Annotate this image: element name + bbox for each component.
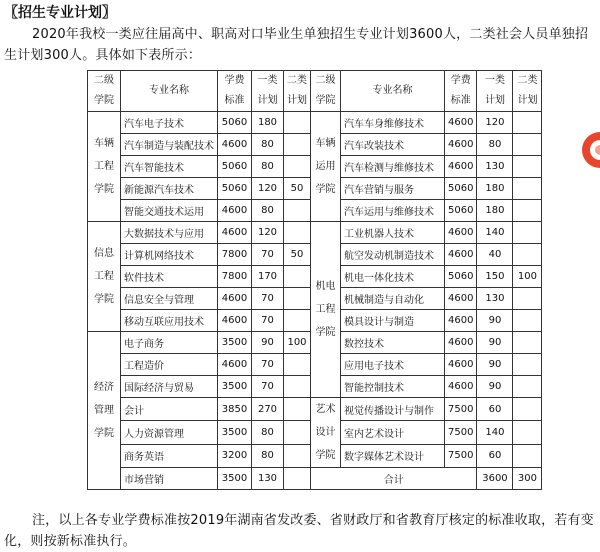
tuition-fee: 5060 <box>445 200 477 222</box>
dept-cell <box>311 112 341 222</box>
plan-class1: 70 <box>252 376 284 398</box>
plan-class1: 120 <box>477 112 513 134</box>
plan-class2 <box>284 421 311 444</box>
plan-class1: 70 <box>252 310 284 332</box>
major-name: 电子商务 <box>121 332 218 354</box>
major-name: 汽车检测与维修技术 <box>341 156 445 178</box>
plan-class1: 130 <box>252 468 284 490</box>
tuition-fee: 4600 <box>445 376 477 398</box>
header-plan2-line: 计划 <box>287 95 307 106</box>
major-name: 汽车车身维修技术 <box>341 112 445 134</box>
major-name: 工程造价 <box>121 354 218 376</box>
major-name: 会计 <box>121 398 218 421</box>
tuition-fee: 7500 <box>445 444 477 467</box>
plan-class2 <box>284 156 311 178</box>
plan-class2 <box>284 288 311 310</box>
plan-class2 <box>513 134 542 156</box>
plan-class2 <box>513 178 542 200</box>
tuition-fee: 7500 <box>445 398 477 421</box>
plan-class2 <box>284 468 311 490</box>
tuition-fee: 4600 <box>218 134 252 156</box>
intro-paragraph: 2020年我校一类应往届高中、职高对口毕业生单独招生专业计划3600人，二类社会人员单独招生计划300人。具体如下表所示： <box>4 27 589 63</box>
header-fee-line: 学费 <box>450 75 471 86</box>
plan-class1: 180 <box>477 178 513 200</box>
enrollment-plan-table <box>87 70 542 490</box>
tuition-fee: 7500 <box>445 421 477 444</box>
plan-class1: 90 <box>477 376 513 398</box>
plan-class2 <box>513 244 542 266</box>
plan-class2 <box>284 354 311 376</box>
header-dept <box>311 71 341 112</box>
tuition-fee: 5060 <box>445 178 477 200</box>
tuition-fee: 4600 <box>218 200 252 222</box>
major-name: 数控技术 <box>341 332 445 354</box>
dept-name-part: 运用 <box>315 161 336 172</box>
plan-class2 <box>513 200 542 222</box>
header-dept-line: 二级 <box>94 75 114 86</box>
major-name: 视觉传播设计与制作 <box>341 398 445 421</box>
plan-class2: 50 <box>284 178 311 200</box>
major-name: 汽车改装技术 <box>341 134 445 156</box>
plan-class2 <box>513 376 542 398</box>
dept-name-part: 学院 <box>94 184 114 195</box>
major-name: 国际经济与贸易 <box>121 376 218 398</box>
plan-class1: 70 <box>252 354 284 376</box>
major-name: 应用电子技术 <box>341 354 445 376</box>
header-plan1-line: 计划 <box>484 95 505 106</box>
tuition-fee: 4600 <box>445 332 477 354</box>
major-name: 航空发动机制造技术 <box>341 244 445 266</box>
plan-class1: 90 <box>477 310 513 332</box>
header-dept-line: 学院 <box>94 95 114 106</box>
dept-name-part: 工程 <box>315 304 336 315</box>
plan-class1: 270 <box>252 398 284 421</box>
plan-class1: 60 <box>477 398 513 421</box>
plan-class2 <box>513 288 542 310</box>
plan-class1: 90 <box>477 354 513 376</box>
header-major: 专业名称 <box>341 71 445 112</box>
plan-class1: 130 <box>477 288 513 310</box>
plan-class2: 100 <box>513 266 542 288</box>
header-fee <box>218 71 252 112</box>
major-name: 市场营销 <box>121 468 218 490</box>
plan-class2 <box>513 310 542 332</box>
plan-class2 <box>513 421 542 444</box>
plan-class1: 80 <box>252 444 284 467</box>
tuition-fee: 3500 <box>218 468 252 490</box>
tuition-fee: 3200 <box>218 444 252 467</box>
plan-class1: 60 <box>477 444 513 467</box>
major-name: 人力资源管理 <box>121 421 218 444</box>
tuition-fee: 3850 <box>218 398 252 421</box>
major-name: 智能交通技术运用 <box>121 200 218 222</box>
header-plan1-line: 一类 <box>484 75 505 86</box>
plan-class1: 90 <box>252 332 284 354</box>
plan-class1: 80 <box>252 134 284 156</box>
dept-name-part: 机电 <box>315 281 336 292</box>
major-name: 智能控制技术 <box>341 376 445 398</box>
plan-class1: 180 <box>252 112 284 134</box>
plan-class1: 80 <box>252 421 284 444</box>
header-dept-line: 二级 <box>315 75 336 86</box>
header-plan1-line: 计划 <box>257 95 278 106</box>
tuition-fee: 7800 <box>218 266 252 288</box>
dept-name-part: 车辆 <box>315 138 336 149</box>
dept-name-part: 学院 <box>315 450 336 461</box>
dept-name-part: 学院 <box>94 428 114 439</box>
major-name: 机械制造与自动化 <box>341 288 445 310</box>
header-dept-line: 学院 <box>315 95 336 106</box>
table-row <box>88 398 542 421</box>
table-row <box>88 468 542 490</box>
plan-class1: 80 <box>252 200 284 222</box>
plan-class2 <box>513 112 542 134</box>
tuition-fee: 3500 <box>218 332 252 354</box>
plan-class2 <box>513 444 542 467</box>
plan-class1: 170 <box>252 266 284 288</box>
dept-name-part: 学院 <box>315 184 336 195</box>
tuition-fee: 4600 <box>445 244 477 266</box>
major-name: 汽车智能技术 <box>121 156 218 178</box>
dept-name-part: 经济 <box>94 382 114 393</box>
plan-class2 <box>284 444 311 467</box>
total-plan2: 300 <box>513 468 542 490</box>
major-name: 信息安全与管理 <box>121 288 218 310</box>
dept-name-part: 设计 <box>315 427 336 438</box>
tuition-fee: 4600 <box>218 288 252 310</box>
major-name: 软件技术 <box>121 266 218 288</box>
header-fee-line: 标准 <box>224 95 245 106</box>
tuition-fee: 3500 <box>218 376 252 398</box>
major-name: 室内艺术设计 <box>341 421 445 444</box>
tuition-fee: 5060 <box>445 266 477 288</box>
dept-name-part: 信息 <box>94 248 114 259</box>
header-major: 专业名称 <box>121 71 218 112</box>
dept-name-part: 工程 <box>94 271 114 282</box>
plan-class1: 70 <box>252 288 284 310</box>
tuition-fee: 4600 <box>445 310 477 332</box>
dept-cell <box>311 222 341 398</box>
tuition-fee: 5060 <box>218 156 252 178</box>
header-fee-line: 学费 <box>224 75 245 86</box>
section-heading: 〖招生专业计划〗 <box>4 5 116 21</box>
header-plan2-line: 计划 <box>517 95 538 106</box>
major-name: 机电一体化技术 <box>341 266 445 288</box>
plan-class2 <box>513 332 542 354</box>
dept-cell <box>88 112 121 222</box>
plan-class1: 40 <box>477 244 513 266</box>
plan-class1: 120 <box>252 178 284 200</box>
tuition-fee: 4600 <box>445 288 477 310</box>
total-label: 合计 <box>311 468 477 490</box>
plan-class2 <box>284 376 311 398</box>
fee-note: 注，以上各专业学费标准按2019年湖南省发改委、省财政厅和省教育厅核定的标准收取，若有变化，则按新标准执行。 <box>4 513 594 549</box>
plan-class2 <box>284 310 311 332</box>
dept-name-part: 管理 <box>94 405 114 416</box>
dept-cell <box>88 332 121 490</box>
plan-class1: 140 <box>477 222 513 244</box>
tuition-fee: 4600 <box>445 156 477 178</box>
plan-class1: 140 <box>477 421 513 444</box>
plan-class2 <box>513 222 542 244</box>
major-name: 汽车运用与维修技术 <box>341 200 445 222</box>
major-name: 汽车营销与服务 <box>341 178 445 200</box>
header-fee-line: 标准 <box>450 95 471 106</box>
major-name: 商务英语 <box>121 444 218 467</box>
tuition-fee: 4600 <box>218 354 252 376</box>
plan-class2 <box>284 134 311 156</box>
header-plan1 <box>252 71 284 112</box>
dept-name-part: 学院 <box>315 327 336 338</box>
major-name: 数字媒体艺术设计 <box>341 444 445 467</box>
plan-class1: 90 <box>477 332 513 354</box>
major-name: 模具设计与制造 <box>341 310 445 332</box>
plan-class2 <box>284 222 311 244</box>
plan-class2 <box>284 200 311 222</box>
header-plan2 <box>284 71 311 112</box>
tuition-fee: 7800 <box>218 244 252 266</box>
major-name: 移动互联应用技术 <box>121 310 218 332</box>
tuition-fee: 4600 <box>218 222 252 244</box>
plan-class2 <box>284 266 311 288</box>
plan-class1: 80 <box>252 156 284 178</box>
plan-class1: 80 <box>477 134 513 156</box>
major-name: 新能源汽车技术 <box>121 178 218 200</box>
tuition-fee: 4600 <box>218 310 252 332</box>
plan-class1: 150 <box>477 266 513 288</box>
dept-name-part: 学院 <box>94 294 114 305</box>
major-name: 汽车电子技术 <box>121 112 218 134</box>
plan-class1: 70 <box>252 244 284 266</box>
plan-class2 <box>513 354 542 376</box>
tuition-fee: 4600 <box>445 134 477 156</box>
header-plan1-line: 一类 <box>257 75 278 86</box>
plan-class1: 180 <box>477 200 513 222</box>
total-plan1: 3600 <box>477 468 513 490</box>
table-row <box>88 112 542 134</box>
plan-class2 <box>513 398 542 421</box>
major-name: 大数据技术与应用 <box>121 222 218 244</box>
tuition-fee: 4600 <box>445 222 477 244</box>
tuition-fee: 5060 <box>218 112 252 134</box>
table-row <box>88 222 542 244</box>
plan-class2: 100 <box>284 332 311 354</box>
dept-cell <box>88 222 121 332</box>
dept-cell <box>311 398 341 468</box>
dept-name-part: 工程 <box>94 161 114 172</box>
major-name: 工业机器人技术 <box>341 222 445 244</box>
header-plan2-line: 二类 <box>517 75 538 86</box>
header-fee <box>445 71 477 112</box>
plan-class2 <box>284 112 311 134</box>
dept-name-part: 车辆 <box>94 138 114 149</box>
tuition-fee: 3500 <box>218 421 252 444</box>
header-plan2-line: 二类 <box>287 75 307 86</box>
header-plan1 <box>477 71 513 112</box>
header-dept <box>88 71 121 112</box>
major-name: 计算机网络技术 <box>121 244 218 266</box>
plan-class1: 130 <box>477 156 513 178</box>
plan-class2 <box>513 156 542 178</box>
dept-name-part: 艺术 <box>315 404 336 415</box>
decorative-red-icon <box>578 118 600 178</box>
tuition-fee: 5060 <box>218 178 252 200</box>
header-plan2 <box>513 71 542 112</box>
table-header-row <box>88 71 542 112</box>
plan-class2 <box>284 398 311 421</box>
plan-class1: 120 <box>252 222 284 244</box>
tuition-fee: 4600 <box>445 354 477 376</box>
major-name: 汽车制造与装配技术 <box>121 134 218 156</box>
plan-class2: 50 <box>284 244 311 266</box>
tuition-fee: 4600 <box>445 112 477 134</box>
